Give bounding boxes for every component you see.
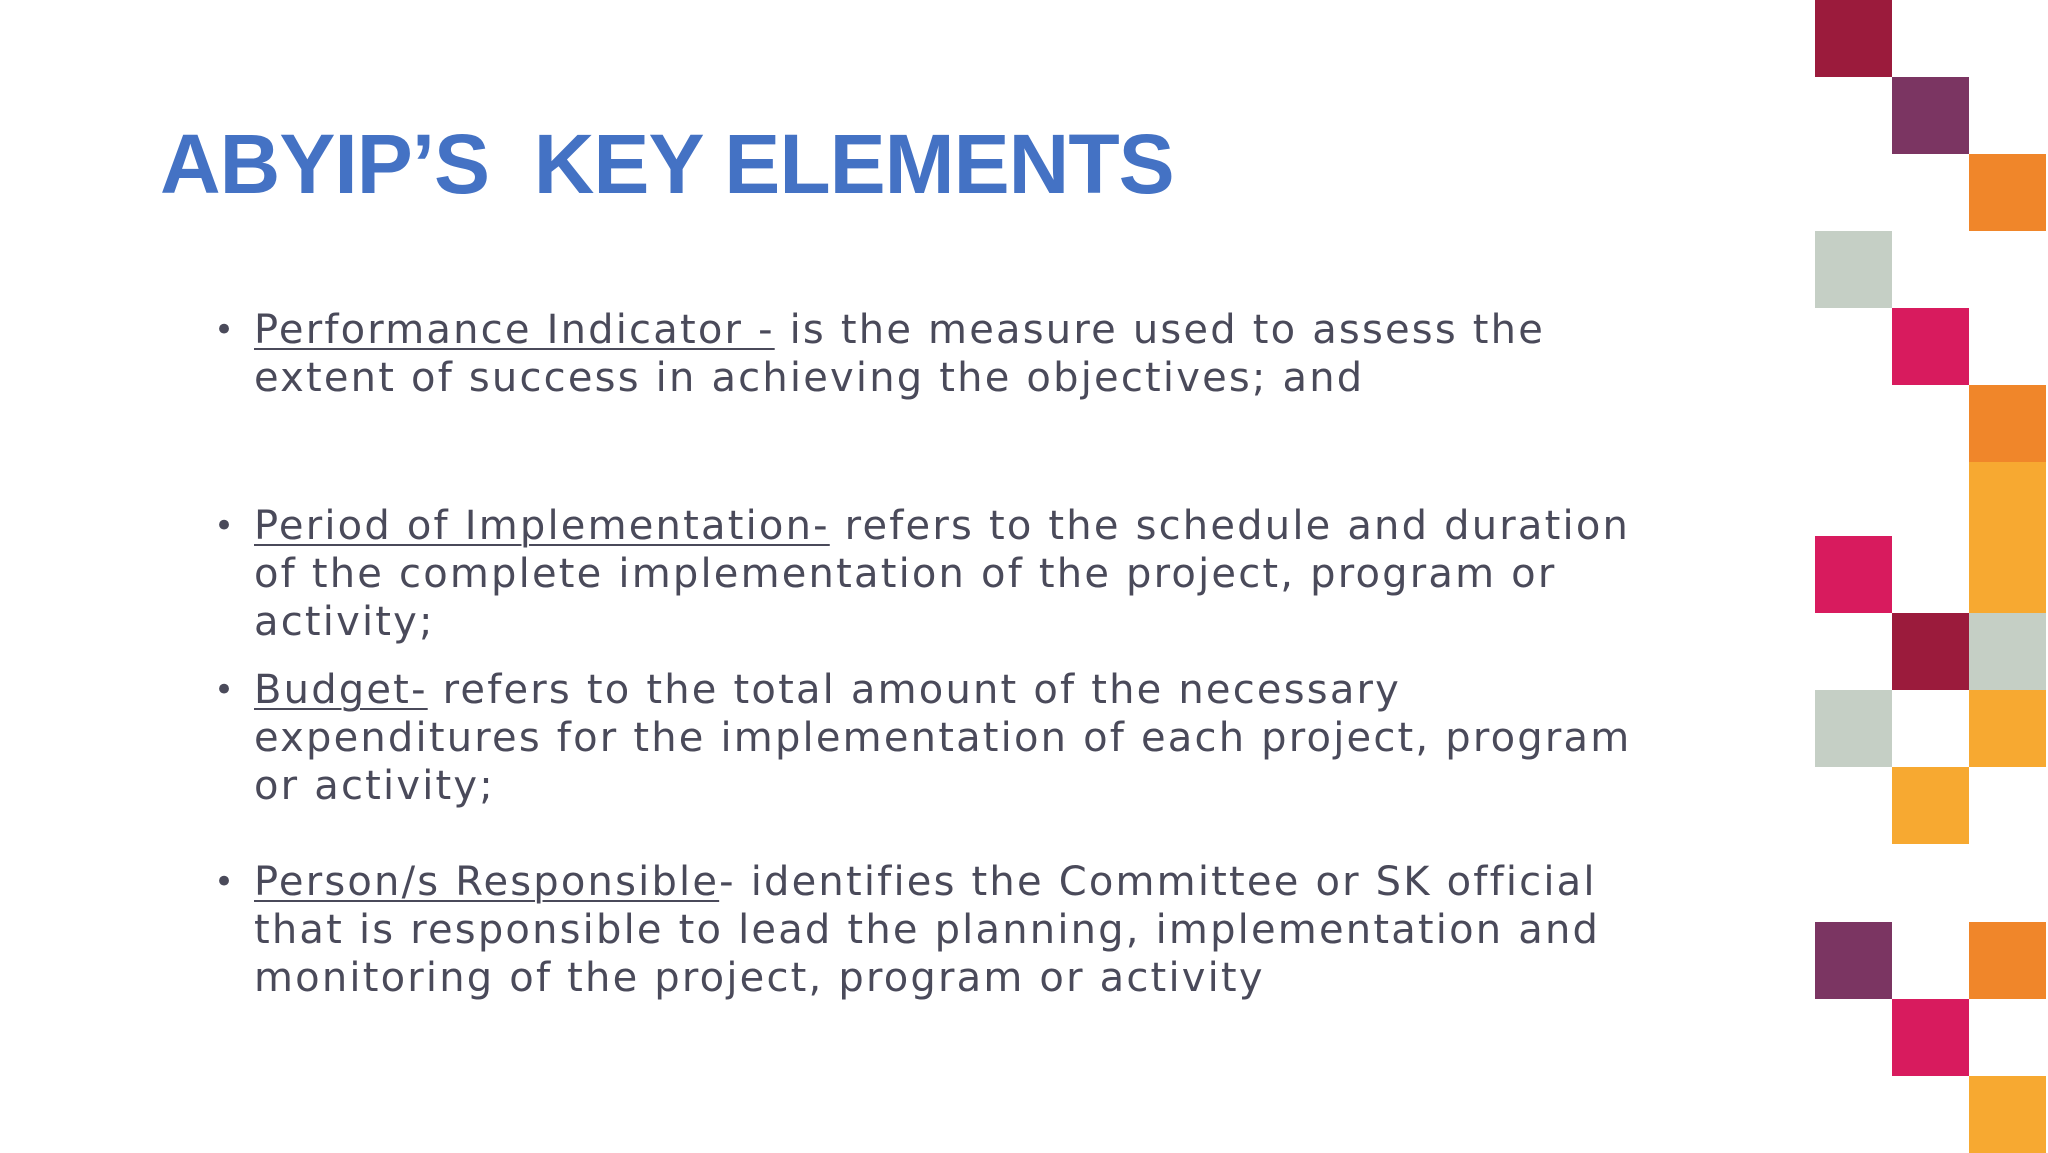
bullet-term: Person/s Responsible: [254, 859, 720, 905]
bullet-term: Performance Indicator -: [254, 307, 775, 353]
decor-square: [1969, 539, 2046, 616]
decor-square: [1892, 77, 1969, 154]
decor-square: [1892, 767, 1969, 844]
decor-square: [1815, 690, 1892, 767]
bullet-item-performance-indicator: [216, 306, 1686, 402]
bullet-dot: •: [214, 670, 237, 710]
decor-square: [1815, 0, 1892, 77]
bullet-text: [254, 306, 1686, 402]
decor-square: [1892, 613, 1969, 690]
bullet-dot: •: [214, 862, 237, 902]
bullet-text: [254, 666, 1686, 810]
bullet-dot: •: [214, 310, 237, 350]
decor-square: [1969, 154, 2046, 231]
decor-square: [1969, 1076, 2046, 1153]
decor-square: [1815, 922, 1892, 999]
decor-square: [1969, 613, 2046, 690]
bullet-definition: - identifies the Committee or SK official that is responsible to lead the planning, implementation and monitoring of the project, program or activity: [254, 859, 1601, 1001]
bullet-text: [254, 858, 1686, 1002]
decor-square: [1969, 690, 2046, 767]
bullet-item-persons-responsible: [216, 858, 1686, 1002]
decor-square: [1969, 922, 2046, 999]
decor-square: [1815, 536, 1892, 613]
bullet-term: Budget-: [254, 667, 428, 713]
decor-square: [1969, 385, 2046, 462]
bullet-dot: •: [214, 506, 237, 546]
bullet-definition: refers to the schedule and duration of the complete implementation of the project, program or activity;: [254, 503, 1631, 645]
decor-square: [1815, 231, 1892, 308]
bullet-item-budget: [216, 666, 1686, 810]
decor-square: [1892, 308, 1969, 385]
bullet-text: [254, 502, 1686, 646]
bullet-definition: refers to the total amount of the necessary expenditures for the implementation of each project, program or activity;: [254, 667, 1632, 809]
bullet-definition: is the measure used to assess the extent of success in achieving the objectives; and: [254, 307, 1546, 401]
slide-title: ABYIP’S KEY ELEMENTS: [160, 117, 1174, 211]
decor-square: [1892, 999, 1969, 1076]
bullet-item-period-of-implementation: [216, 502, 1686, 646]
bullet-term: Period of Implementation-: [254, 503, 830, 549]
decor-square: [1969, 462, 2046, 539]
